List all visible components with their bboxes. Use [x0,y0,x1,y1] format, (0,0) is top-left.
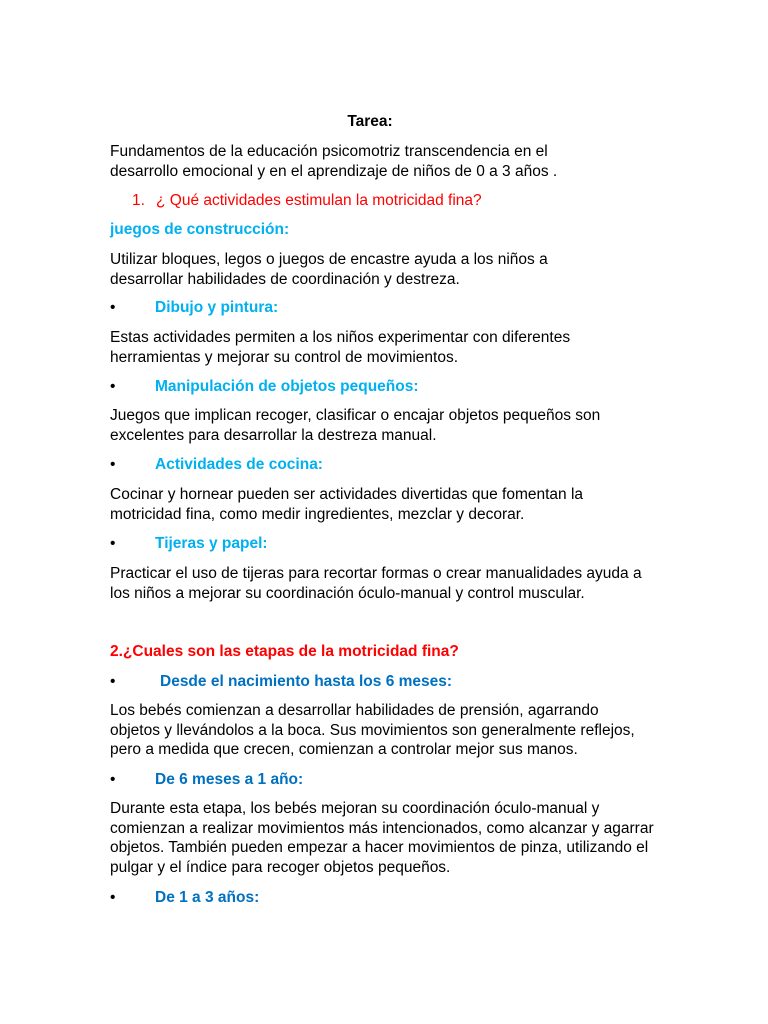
stage-body-6-meses-1-ano: Durante esta etapa, los bebés mejoran su coordinación óculo-manual y comienzan a realizar movimientos más intencionados, como alcanzar y agarrar objetos. También pueden empezar a hacer movimientos de pinza, utilizando el pulgar y el índice para recoger objetos pequeños. [110,800,654,877]
item-body-tijeras: Practicar el uso de tijeras para recortar formas o crear manualidades ayuda a los niños a mejorar su coordinación óculo-manual y control muscular. [110,565,642,602]
bullet-marker: • [110,535,116,552]
stage-heading-1-3-anos: De 1 a 3 años: [155,889,260,906]
bullet-marker: • [110,889,116,906]
bullet-marker: • [110,378,116,395]
item-body-manipulacion: Juegos que implican recoger, clasificar o encajar objetos pequeños son excelentes para desarrollar la destreza manual. [110,407,601,444]
section-1-heading: juegos de construcción: [110,221,290,238]
bullet-marker: • [110,456,116,473]
bullet-marker: • [110,771,116,788]
item-heading-cocina: Actividades de cocina: [155,456,323,473]
item-body-cocina: Cocinar y hornear pueden ser actividades divertidas que fomentan la motricidad fina, como medir ingredientes, mezclar y decorar. [110,486,584,523]
item-heading-dibujo: Dibujo y pintura: [155,299,279,316]
question-2-text: 2.¿Cuales son las etapas de la motricidad fina? [110,643,459,660]
bullet-marker: • [110,673,116,690]
stage-body-0-6-meses: Los bebés comienzan a desarrollar habilidades de prensión, agarrando objetos y llevándolos a la boca. Sus movimientos son generalmente reflejos, pero a medida que crecen, comienzan a controlar mejor sus manos. [110,702,635,759]
question-1-number: 1. [132,192,145,209]
bullet-marker: • [110,299,116,316]
item-heading-tijeras: Tijeras y papel: [155,535,268,552]
item-heading-manipulacion: Manipulación de objetos pequeños: [155,378,419,395]
intro-paragraph: Fundamentos de la educación psicomotriz transcendencia en el desarrollo emocional y en el aprendizaje de niños de 0 a 3 años . [110,143,558,180]
item-body-dibujo: Estas actividades permiten a los niños experimentar con diferentes herramientas y mejorar su control de movimientos. [110,329,571,366]
stage-heading-6-meses-1-ano: De 6 meses a 1 año: [155,771,304,788]
section-1-body: Utilizar bloques, legos o juegos de encastre ayuda a los niños a desarrollar habilidades de coordinación y destreza. [110,251,548,288]
document-title: Tarea: [347,113,393,130]
stage-heading-0-6-meses: Desde el nacimiento hasta los 6 meses: [160,673,453,690]
question-1-text: ¿ Qué actividades estimulan la motricidad fina? [156,192,482,209]
